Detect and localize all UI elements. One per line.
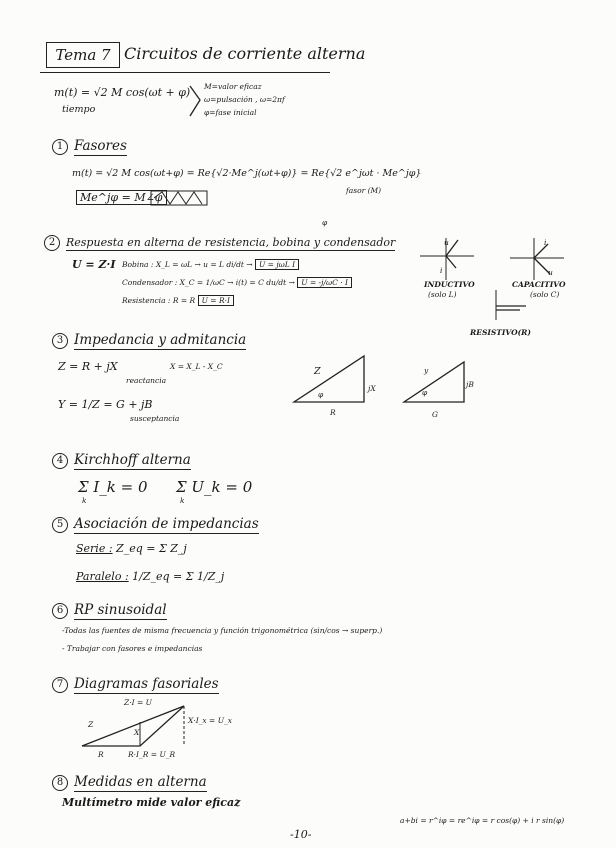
section-1-formula: m(t) = √2 M cos(ωt+φ) = Re{√2·Me^j(ωt+φ)} = Re{√2 e^jωt · Me^jφ} bbox=[72, 168, 422, 179]
section-4-number: 4 bbox=[52, 453, 68, 469]
y-note: susceptancia bbox=[130, 414, 180, 423]
section-3-heading bbox=[52, 332, 246, 349]
capacitivo-i: i bbox=[544, 238, 547, 247]
paralelo-row bbox=[76, 570, 224, 583]
topic-label: Tema 7 bbox=[55, 46, 111, 64]
kirchhoff-eq-1: Σ I_k = 0 bbox=[78, 478, 148, 496]
s7-left: Z bbox=[88, 720, 94, 729]
section-2-number: 2 bbox=[44, 235, 60, 251]
tri-phi-1: φ bbox=[318, 390, 324, 399]
tri-g: G bbox=[432, 410, 438, 419]
section-1-boxed: Me^jφ = M∠φ bbox=[76, 190, 167, 205]
s6-line-2: - Trabajar con fasores e impedancias bbox=[62, 644, 203, 653]
section-3-number: 3 bbox=[52, 333, 68, 349]
section-7-number: 7 bbox=[52, 677, 68, 693]
section-7-heading bbox=[52, 676, 219, 693]
section-2-heading bbox=[44, 234, 395, 251]
section-1-heading bbox=[52, 138, 127, 155]
inductivo-label: INDUCTIVO bbox=[424, 280, 475, 289]
serie-row bbox=[76, 542, 187, 555]
kirchhoff-idx-1: k bbox=[82, 496, 87, 505]
serie-eq: Z_eq = Σ Z_j bbox=[116, 542, 187, 555]
kirchhoff-idx-2: k bbox=[180, 496, 185, 505]
phi-mark: φ bbox=[322, 218, 328, 227]
inductivo-sub: (solo L) bbox=[428, 290, 457, 299]
tri-z: Z bbox=[314, 366, 321, 377]
section-2-title: Respuesta en alterna de resistencia, bobina y condensador bbox=[66, 236, 396, 249]
capacitivo-sub: (solo C) bbox=[530, 290, 560, 299]
bobina-box: U = jωL I bbox=[255, 259, 299, 270]
z-formula: Z = R + jX bbox=[58, 360, 118, 373]
section-3-title: Impedancia y admitancia bbox=[74, 332, 247, 348]
section-5-title: Asociación de impedancias bbox=[74, 516, 259, 532]
section-1-fasor-note: fasor (M) bbox=[346, 186, 382, 195]
section-6-number: 6 bbox=[52, 603, 68, 619]
s7-side: X·I_x = U_x bbox=[188, 716, 233, 725]
tri-jb: jB bbox=[466, 380, 474, 389]
s7-bottom-r: R bbox=[98, 750, 104, 759]
cond-label: Condensador : X_C = 1/ωC bbox=[122, 278, 225, 287]
section-8-heading bbox=[52, 774, 207, 791]
intro-legend-1: M=valor eficaz bbox=[204, 82, 262, 91]
section-4-title: Kirchhoff alterna bbox=[74, 452, 191, 468]
intro-legend-3: φ=fase inicial bbox=[204, 108, 257, 117]
tri-jx: jX bbox=[368, 384, 376, 393]
header-underline bbox=[40, 72, 330, 73]
s7-top: Z·I = U bbox=[124, 698, 152, 707]
intro-formula: m(t) = √2 M cos(ωt + φ) bbox=[54, 86, 191, 99]
inductivo-u: u bbox=[444, 238, 449, 247]
z-note: reactancia bbox=[126, 376, 167, 385]
impedance-triangle bbox=[290, 352, 370, 408]
bobina-label: Bobina : X_L = ωL bbox=[122, 260, 193, 269]
capacitivo-u: u bbox=[548, 268, 553, 277]
section-6-heading bbox=[52, 602, 167, 619]
brace-icon bbox=[188, 84, 204, 118]
resist-label: Resistencia : R = R bbox=[122, 296, 196, 305]
tri-phi-2: φ bbox=[422, 388, 428, 397]
cond-row bbox=[122, 278, 352, 287]
section-7-title: Diagramas fasoriales bbox=[74, 676, 219, 692]
intro-legend-2: ω=pulsación , ω=2πf bbox=[204, 95, 285, 104]
s7-mid: X bbox=[134, 728, 140, 737]
section-1-number: 1 bbox=[52, 139, 68, 155]
section-8-title: Medidas en alterna bbox=[74, 774, 207, 790]
paralelo-eq: 1/Z_eq = Σ 1/Z_j bbox=[132, 570, 225, 583]
intro-time-label: tiempo bbox=[62, 104, 96, 115]
s8-line-1: Multímetro mide valor eficaz bbox=[62, 796, 241, 809]
inductivo-i: i bbox=[440, 266, 443, 275]
tri-y: y bbox=[424, 366, 429, 375]
tri-r: R bbox=[330, 408, 336, 417]
serie-label: Serie : bbox=[76, 542, 113, 555]
resistivo-label: RESISTIVO(R) bbox=[470, 328, 531, 337]
paralelo-label: Paralelo : bbox=[76, 570, 129, 583]
capacitivo-diagram bbox=[508, 236, 568, 282]
resist-row bbox=[122, 296, 234, 305]
bobina-row bbox=[122, 260, 299, 269]
y-formula: Y = 1/Z = G + jB bbox=[58, 398, 153, 411]
capacitivo-label: CAPACITIVO bbox=[512, 280, 566, 289]
cond-box: U = -j/ωC · I bbox=[297, 277, 352, 288]
resist-box: U = R·I bbox=[198, 295, 234, 306]
resistivo-diagram bbox=[470, 286, 530, 326]
section-8-number: 8 bbox=[52, 775, 68, 791]
wave-sketch-icon bbox=[150, 190, 210, 206]
section-1-title: Fasores bbox=[74, 138, 127, 154]
s6-line-1: -Todas las fuentes de misma frecuencia y función trigonométrica (sin/cos → superp.) bbox=[62, 626, 383, 635]
bobina-eq: → u = L di/dt → bbox=[194, 260, 253, 269]
topic-label-box bbox=[46, 42, 120, 68]
section-5-heading bbox=[52, 516, 259, 533]
z-units: X = X_L - X_C bbox=[170, 362, 223, 371]
kirchhoff-eq-2: Σ U_k = 0 bbox=[176, 478, 253, 496]
topic-title: Circuitos de corriente alterna bbox=[124, 44, 366, 63]
s7-bottom: R·I_R = U_R bbox=[128, 750, 176, 759]
section-4-heading bbox=[52, 452, 191, 469]
cond-eq: → i(t) = C du/dt → bbox=[227, 278, 295, 287]
page-number: -10- bbox=[290, 828, 312, 841]
admittance-triangle bbox=[402, 358, 470, 406]
s8-footnote: a+bi = r^iφ = re^iφ = r cos(φ) + i r sin(φ) bbox=[400, 816, 565, 825]
section-2-relation: U = Z·I bbox=[72, 258, 116, 271]
section-6-title: RP sinusoidal bbox=[74, 602, 167, 618]
section-5-number: 5 bbox=[52, 517, 68, 533]
